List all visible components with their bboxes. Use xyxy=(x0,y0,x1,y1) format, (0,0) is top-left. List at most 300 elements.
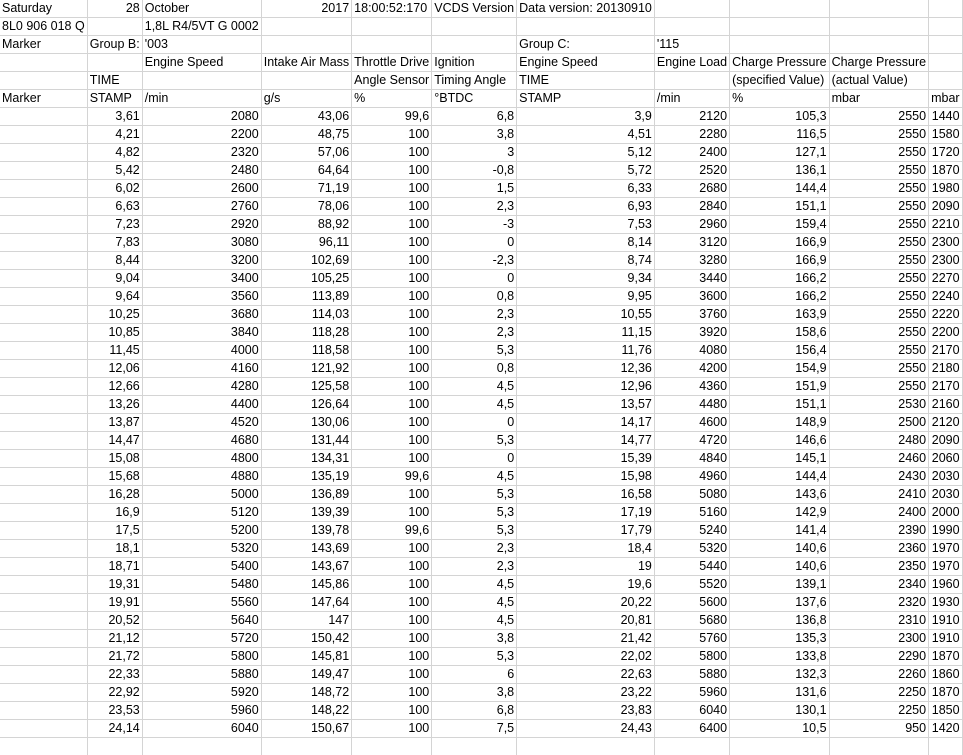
cell[interactable] xyxy=(654,0,729,18)
cell[interactable]: 13,26 xyxy=(87,396,142,414)
cell[interactable]: 2200 xyxy=(142,126,261,144)
cell[interactable] xyxy=(730,0,830,18)
cell[interactable]: 4,5 xyxy=(432,594,517,612)
cell[interactable] xyxy=(142,72,261,90)
cell[interactable] xyxy=(261,72,351,90)
cell[interactable]: 5720 xyxy=(142,630,261,648)
cell[interactable]: 23,83 xyxy=(517,702,655,720)
cell[interactable]: 100 xyxy=(352,684,432,702)
cell[interactable]: 136,8 xyxy=(730,612,830,630)
cell[interactable] xyxy=(929,18,962,36)
cell[interactable]: °BTDC xyxy=(432,90,517,108)
cell[interactable]: 3600 xyxy=(654,288,729,306)
cell[interactable]: 0 xyxy=(432,234,517,252)
cell[interactable] xyxy=(87,18,142,36)
cell[interactable]: 1720 xyxy=(929,144,962,162)
cell[interactable]: 1440 xyxy=(929,108,962,126)
cell[interactable]: 99,6 xyxy=(352,468,432,486)
cell[interactable]: 2530 xyxy=(829,396,929,414)
cell[interactable]: 1970 xyxy=(929,558,962,576)
cell[interactable]: 130,06 xyxy=(261,414,351,432)
cell[interactable]: 20,22 xyxy=(517,594,655,612)
cell[interactable] xyxy=(0,414,87,432)
cell[interactable]: 166,9 xyxy=(730,234,830,252)
cell[interactable]: 100 xyxy=(352,360,432,378)
cell[interactable] xyxy=(929,36,962,54)
cell[interactable]: 5480 xyxy=(142,576,261,594)
cell[interactable]: 16,9 xyxy=(87,504,142,522)
cell[interactable]: 14,77 xyxy=(517,432,655,450)
cell[interactable]: 1980 xyxy=(929,180,962,198)
cell[interactable]: 149,47 xyxy=(261,666,351,684)
cell[interactable]: 1860 xyxy=(929,666,962,684)
cell[interactable] xyxy=(0,558,87,576)
cell[interactable]: 15,98 xyxy=(517,468,655,486)
cell[interactable]: 114,03 xyxy=(261,306,351,324)
cell[interactable] xyxy=(829,738,929,755)
cell[interactable]: 151,1 xyxy=(730,396,830,414)
cell[interactable] xyxy=(0,396,87,414)
cell[interactable]: g/s xyxy=(261,90,351,108)
cell[interactable]: 100 xyxy=(352,414,432,432)
cell[interactable] xyxy=(352,738,432,755)
cell[interactable]: 3,8 xyxy=(432,684,517,702)
cell[interactable]: 166,2 xyxy=(730,288,830,306)
cell[interactable]: 4800 xyxy=(142,450,261,468)
cell[interactable]: 2480 xyxy=(142,162,261,180)
cell[interactable]: 5,3 xyxy=(432,504,517,522)
cell[interactable] xyxy=(142,738,261,755)
cell[interactable]: 0 xyxy=(432,414,517,432)
cell[interactable]: 3,8 xyxy=(432,126,517,144)
cell[interactable]: 2170 xyxy=(929,378,962,396)
cell[interactable]: 1,5 xyxy=(432,180,517,198)
cell[interactable] xyxy=(0,306,87,324)
cell[interactable]: mbar xyxy=(829,90,929,108)
cell[interactable]: 2030 xyxy=(929,486,962,504)
cell[interactable] xyxy=(261,18,351,36)
cell[interactable]: 1870 xyxy=(929,162,962,180)
cell[interactable]: % xyxy=(730,90,830,108)
cell[interactable]: 1960 xyxy=(929,576,962,594)
cell[interactable] xyxy=(517,18,655,36)
cell[interactable]: 100 xyxy=(352,720,432,738)
cell[interactable]: 10,85 xyxy=(87,324,142,342)
cell[interactable]: 15,68 xyxy=(87,468,142,486)
cell[interactable]: 5,3 xyxy=(432,342,517,360)
cell[interactable]: 139,39 xyxy=(261,504,351,522)
cell[interactable] xyxy=(730,36,830,54)
cell[interactable]: 1,8L R4/5VT G 0002 xyxy=(142,18,261,36)
cell[interactable]: 5320 xyxy=(142,540,261,558)
cell[interactable]: 4680 xyxy=(142,432,261,450)
cell[interactable] xyxy=(0,198,87,216)
cell[interactable]: 16,58 xyxy=(517,486,655,504)
cell[interactable]: 3400 xyxy=(142,270,261,288)
cell[interactable]: 2240 xyxy=(929,288,962,306)
cell[interactable]: 71,19 xyxy=(261,180,351,198)
cell[interactable]: 150,67 xyxy=(261,720,351,738)
cell[interactable]: 141,4 xyxy=(730,522,830,540)
cell[interactable]: 14,17 xyxy=(517,414,655,432)
cell[interactable]: 2250 xyxy=(829,702,929,720)
cell[interactable]: 43,06 xyxy=(261,108,351,126)
cell[interactable]: Charge Pressure xyxy=(829,54,929,72)
cell[interactable]: 148,9 xyxy=(730,414,830,432)
cell[interactable] xyxy=(0,486,87,504)
cell[interactable]: 140,6 xyxy=(730,558,830,576)
cell[interactable]: 100 xyxy=(352,504,432,522)
cell[interactable]: 19,31 xyxy=(87,576,142,594)
cell[interactable]: 100 xyxy=(352,378,432,396)
cell[interactable]: 22,33 xyxy=(87,666,142,684)
cell[interactable]: 88,92 xyxy=(261,216,351,234)
cell[interactable] xyxy=(261,738,351,755)
cell[interactable]: 8L0 906 018 Q xyxy=(0,18,87,36)
cell[interactable]: 4,5 xyxy=(432,612,517,630)
cell[interactable]: 5640 xyxy=(142,612,261,630)
cell[interactable]: 5000 xyxy=(142,486,261,504)
cell[interactable]: 7,83 xyxy=(87,234,142,252)
cell[interactable] xyxy=(654,18,729,36)
cell[interactable]: 2550 xyxy=(829,216,929,234)
cell[interactable]: 2200 xyxy=(929,324,962,342)
cell[interactable]: 4080 xyxy=(654,342,729,360)
cell[interactable]: 3120 xyxy=(654,234,729,252)
cell[interactable]: 2960 xyxy=(654,216,729,234)
cell[interactable]: 146,6 xyxy=(730,432,830,450)
cell[interactable]: 0,8 xyxy=(432,288,517,306)
cell[interactable]: 2220 xyxy=(929,306,962,324)
cell[interactable]: 2320 xyxy=(829,594,929,612)
cell[interactable] xyxy=(654,72,729,90)
cell[interactable] xyxy=(0,612,87,630)
cell[interactable]: 2550 xyxy=(829,162,929,180)
cell[interactable]: 9,34 xyxy=(517,270,655,288)
cell[interactable]: 2400 xyxy=(829,504,929,522)
cell[interactable]: 6,8 xyxy=(432,702,517,720)
cell[interactable]: 2500 xyxy=(829,414,929,432)
cell[interactable]: 2550 xyxy=(829,270,929,288)
cell[interactable]: 4960 xyxy=(654,468,729,486)
cell[interactable]: 121,92 xyxy=(261,360,351,378)
cell[interactable]: (specified Value) xyxy=(730,72,830,90)
cell[interactable] xyxy=(829,0,929,18)
cell[interactable]: 4200 xyxy=(654,360,729,378)
cell[interactable]: 100 xyxy=(352,558,432,576)
cell[interactable]: 5520 xyxy=(654,576,729,594)
cell[interactable]: 11,76 xyxy=(517,342,655,360)
cell[interactable] xyxy=(0,360,87,378)
cell[interactable] xyxy=(929,738,962,755)
cell[interactable]: 2017 xyxy=(261,0,351,18)
cell[interactable]: 100 xyxy=(352,216,432,234)
cell[interactable]: 100 xyxy=(352,162,432,180)
cell[interactable]: 133,8 xyxy=(730,648,830,666)
cell[interactable]: 5080 xyxy=(654,486,729,504)
cell[interactable] xyxy=(261,36,351,54)
cell[interactable]: 2180 xyxy=(929,360,962,378)
cell[interactable]: 3,61 xyxy=(87,108,142,126)
cell[interactable]: 6,33 xyxy=(517,180,655,198)
cell[interactable]: 2430 xyxy=(829,468,929,486)
cell[interactable]: 5,3 xyxy=(432,432,517,450)
cell[interactable] xyxy=(0,72,87,90)
cell[interactable]: 116,5 xyxy=(730,126,830,144)
cell[interactable]: 57,06 xyxy=(261,144,351,162)
cell[interactable]: 2120 xyxy=(929,414,962,432)
cell[interactable]: 5880 xyxy=(654,666,729,684)
cell[interactable]: 11,45 xyxy=(87,342,142,360)
cell[interactable]: 143,67 xyxy=(261,558,351,576)
cell[interactable] xyxy=(0,288,87,306)
cell[interactable]: 1420 xyxy=(929,720,962,738)
cell[interactable]: 2300 xyxy=(929,252,962,270)
cell[interactable] xyxy=(929,54,962,72)
cell[interactable]: 5760 xyxy=(654,630,729,648)
cell[interactable]: 100 xyxy=(352,630,432,648)
cell[interactable]: 105,25 xyxy=(261,270,351,288)
cell[interactable]: 113,89 xyxy=(261,288,351,306)
cell[interactable]: 13,57 xyxy=(517,396,655,414)
cell[interactable]: 143,69 xyxy=(261,540,351,558)
cell[interactable]: 5200 xyxy=(142,522,261,540)
cell[interactable]: 20,81 xyxy=(517,612,655,630)
cell[interactable]: 2550 xyxy=(829,252,929,270)
cell[interactable]: 15,39 xyxy=(517,450,655,468)
cell[interactable]: 100 xyxy=(352,702,432,720)
cell[interactable] xyxy=(0,324,87,342)
cell[interactable]: 2,3 xyxy=(432,540,517,558)
cell[interactable] xyxy=(0,252,87,270)
cell[interactable]: 22,92 xyxy=(87,684,142,702)
cell[interactable]: Engine Speed xyxy=(142,54,261,72)
cell[interactable] xyxy=(432,36,517,54)
cell[interactable] xyxy=(0,126,87,144)
cell[interactable]: 4,5 xyxy=(432,468,517,486)
cell[interactable]: 7,5 xyxy=(432,720,517,738)
cell[interactable]: 2520 xyxy=(654,162,729,180)
cell[interactable]: Group C: xyxy=(517,36,655,54)
cell[interactable]: 100 xyxy=(352,432,432,450)
cell[interactable] xyxy=(0,180,87,198)
cell[interactable]: 2310 xyxy=(829,612,929,630)
cell[interactable]: 135,3 xyxy=(730,630,830,648)
cell[interactable]: 102,69 xyxy=(261,252,351,270)
cell[interactable]: 6,63 xyxy=(87,198,142,216)
cell[interactable]: 144,4 xyxy=(730,180,830,198)
cell[interactable]: 10,55 xyxy=(517,306,655,324)
cell[interactable]: 118,58 xyxy=(261,342,351,360)
cell[interactable]: 137,6 xyxy=(730,594,830,612)
cell[interactable]: 5,3 xyxy=(432,522,517,540)
cell[interactable] xyxy=(0,720,87,738)
cell[interactable]: STAMP xyxy=(87,90,142,108)
cell[interactable]: 100 xyxy=(352,180,432,198)
cell[interactable]: % xyxy=(352,90,432,108)
cell[interactable]: 5560 xyxy=(142,594,261,612)
cell[interactable]: 2060 xyxy=(929,450,962,468)
cell[interactable] xyxy=(0,270,87,288)
cell[interactable]: 118,28 xyxy=(261,324,351,342)
cell[interactable]: 14,47 xyxy=(87,432,142,450)
cell[interactable]: 136,89 xyxy=(261,486,351,504)
cell[interactable]: TIME xyxy=(517,72,655,90)
cell[interactable]: 100 xyxy=(352,126,432,144)
cell[interactable]: 1580 xyxy=(929,126,962,144)
cell[interactable]: Charge Pressure xyxy=(730,54,830,72)
cell[interactable]: 12,06 xyxy=(87,360,142,378)
cell[interactable]: 0,8 xyxy=(432,360,517,378)
cell[interactable]: 2,3 xyxy=(432,324,517,342)
cell[interactable]: 2000 xyxy=(929,504,962,522)
cell[interactable] xyxy=(352,36,432,54)
cell[interactable]: 5320 xyxy=(654,540,729,558)
cell[interactable]: '003 xyxy=(142,36,261,54)
cell[interactable] xyxy=(87,54,142,72)
cell[interactable]: 5920 xyxy=(142,684,261,702)
cell[interactable]: 2480 xyxy=(829,432,929,450)
cell[interactable]: 28 xyxy=(87,0,142,18)
cell[interactable]: 5,72 xyxy=(517,162,655,180)
cell[interactable]: 2340 xyxy=(829,576,929,594)
cell[interactable]: 2270 xyxy=(929,270,962,288)
cell[interactable]: 12,66 xyxy=(87,378,142,396)
cell[interactable]: 9,95 xyxy=(517,288,655,306)
cell[interactable]: 4,5 xyxy=(432,396,517,414)
cell[interactable] xyxy=(432,18,517,36)
cell[interactable]: TIME xyxy=(87,72,142,90)
cell[interactable]: 100 xyxy=(352,342,432,360)
cell[interactable]: 144,4 xyxy=(730,468,830,486)
cell[interactable]: 140,6 xyxy=(730,540,830,558)
cell[interactable]: 5160 xyxy=(654,504,729,522)
cell[interactable]: 100 xyxy=(352,270,432,288)
cell[interactable]: 151,9 xyxy=(730,378,830,396)
cell[interactable]: October xyxy=(142,0,261,18)
cell[interactable]: 4000 xyxy=(142,342,261,360)
cell[interactable]: 4,21 xyxy=(87,126,142,144)
cell[interactable]: 100 xyxy=(352,612,432,630)
cell[interactable]: 7,53 xyxy=(517,216,655,234)
cell[interactable]: 0 xyxy=(432,270,517,288)
cell[interactable]: 100 xyxy=(352,486,432,504)
cell[interactable] xyxy=(0,576,87,594)
cell[interactable]: 2300 xyxy=(929,234,962,252)
cell[interactable]: 3440 xyxy=(654,270,729,288)
cell[interactable]: 100 xyxy=(352,252,432,270)
cell[interactable] xyxy=(352,18,432,36)
cell[interactable]: 3,9 xyxy=(517,108,655,126)
cell[interactable]: 2550 xyxy=(829,234,929,252)
cell[interactable]: 2400 xyxy=(654,144,729,162)
cell[interactable]: 131,44 xyxy=(261,432,351,450)
cell[interactable]: 151,1 xyxy=(730,198,830,216)
cell[interactable]: 163,9 xyxy=(730,306,830,324)
cell[interactable]: 1910 xyxy=(929,612,962,630)
cell[interactable] xyxy=(0,630,87,648)
cell[interactable]: 950 xyxy=(829,720,929,738)
cell[interactable]: Throttle Drive xyxy=(352,54,432,72)
cell[interactable]: 18,71 xyxy=(87,558,142,576)
cell[interactable]: 3680 xyxy=(142,306,261,324)
cell[interactable] xyxy=(0,468,87,486)
cell[interactable]: 4480 xyxy=(654,396,729,414)
cell[interactable] xyxy=(0,738,87,755)
cell[interactable] xyxy=(87,738,142,755)
cell[interactable]: 132,3 xyxy=(730,666,830,684)
cell[interactable]: 18:00:52:170 xyxy=(352,0,432,18)
cell[interactable]: 6,8 xyxy=(432,108,517,126)
cell[interactable]: 4,5 xyxy=(432,378,517,396)
cell[interactable]: 4840 xyxy=(654,450,729,468)
cell[interactable]: Engine Load xyxy=(654,54,729,72)
cell[interactable]: 2550 xyxy=(829,342,929,360)
cell[interactable]: 100 xyxy=(352,288,432,306)
cell[interactable] xyxy=(0,378,87,396)
cell[interactable]: Engine Speed xyxy=(517,54,655,72)
cell[interactable]: -0,8 xyxy=(432,162,517,180)
cell[interactable]: 125,58 xyxy=(261,378,351,396)
cell[interactable]: 156,4 xyxy=(730,342,830,360)
cell[interactable]: 17,79 xyxy=(517,522,655,540)
cell[interactable]: 6 xyxy=(432,666,517,684)
cell[interactable]: 2550 xyxy=(829,378,929,396)
cell[interactable] xyxy=(0,684,87,702)
cell[interactable]: 5600 xyxy=(654,594,729,612)
cell[interactable]: 96,11 xyxy=(261,234,351,252)
cell[interactable]: '115 xyxy=(654,36,729,54)
cell[interactable]: 18,4 xyxy=(517,540,655,558)
cell[interactable]: 3560 xyxy=(142,288,261,306)
cell[interactable]: 3280 xyxy=(654,252,729,270)
cell[interactable]: 12,96 xyxy=(517,378,655,396)
cell[interactable]: 166,2 xyxy=(730,270,830,288)
cell[interactable]: 2250 xyxy=(829,684,929,702)
cell[interactable]: /min xyxy=(142,90,261,108)
cell[interactable]: 126,64 xyxy=(261,396,351,414)
cell[interactable] xyxy=(0,450,87,468)
cell[interactable] xyxy=(0,216,87,234)
cell[interactable]: 105,3 xyxy=(730,108,830,126)
cell[interactable]: 150,42 xyxy=(261,630,351,648)
cell[interactable]: 4880 xyxy=(142,468,261,486)
cell[interactable]: 5440 xyxy=(654,558,729,576)
cell[interactable]: 2030 xyxy=(929,468,962,486)
cell[interactable]: 1910 xyxy=(929,630,962,648)
cell[interactable]: 2090 xyxy=(929,432,962,450)
cell[interactable]: Marker xyxy=(0,90,87,108)
cell[interactable]: 9,64 xyxy=(87,288,142,306)
cell[interactable]: 4,82 xyxy=(87,144,142,162)
cell[interactable]: 3840 xyxy=(142,324,261,342)
cell[interactable] xyxy=(0,594,87,612)
cell[interactable]: 13,87 xyxy=(87,414,142,432)
cell[interactable] xyxy=(730,18,830,36)
cell[interactable]: 5,42 xyxy=(87,162,142,180)
cell[interactable] xyxy=(0,234,87,252)
cell[interactable] xyxy=(0,162,87,180)
cell[interactable]: 143,6 xyxy=(730,486,830,504)
cell[interactable]: 4600 xyxy=(654,414,729,432)
cell[interactable]: 2290 xyxy=(829,648,929,666)
cell[interactable]: 5880 xyxy=(142,666,261,684)
cell[interactable]: 5,12 xyxy=(517,144,655,162)
cell[interactable]: 100 xyxy=(352,648,432,666)
cell[interactable]: (actual Value) xyxy=(829,72,929,90)
cell[interactable]: 4520 xyxy=(142,414,261,432)
cell[interactable]: 6040 xyxy=(142,720,261,738)
